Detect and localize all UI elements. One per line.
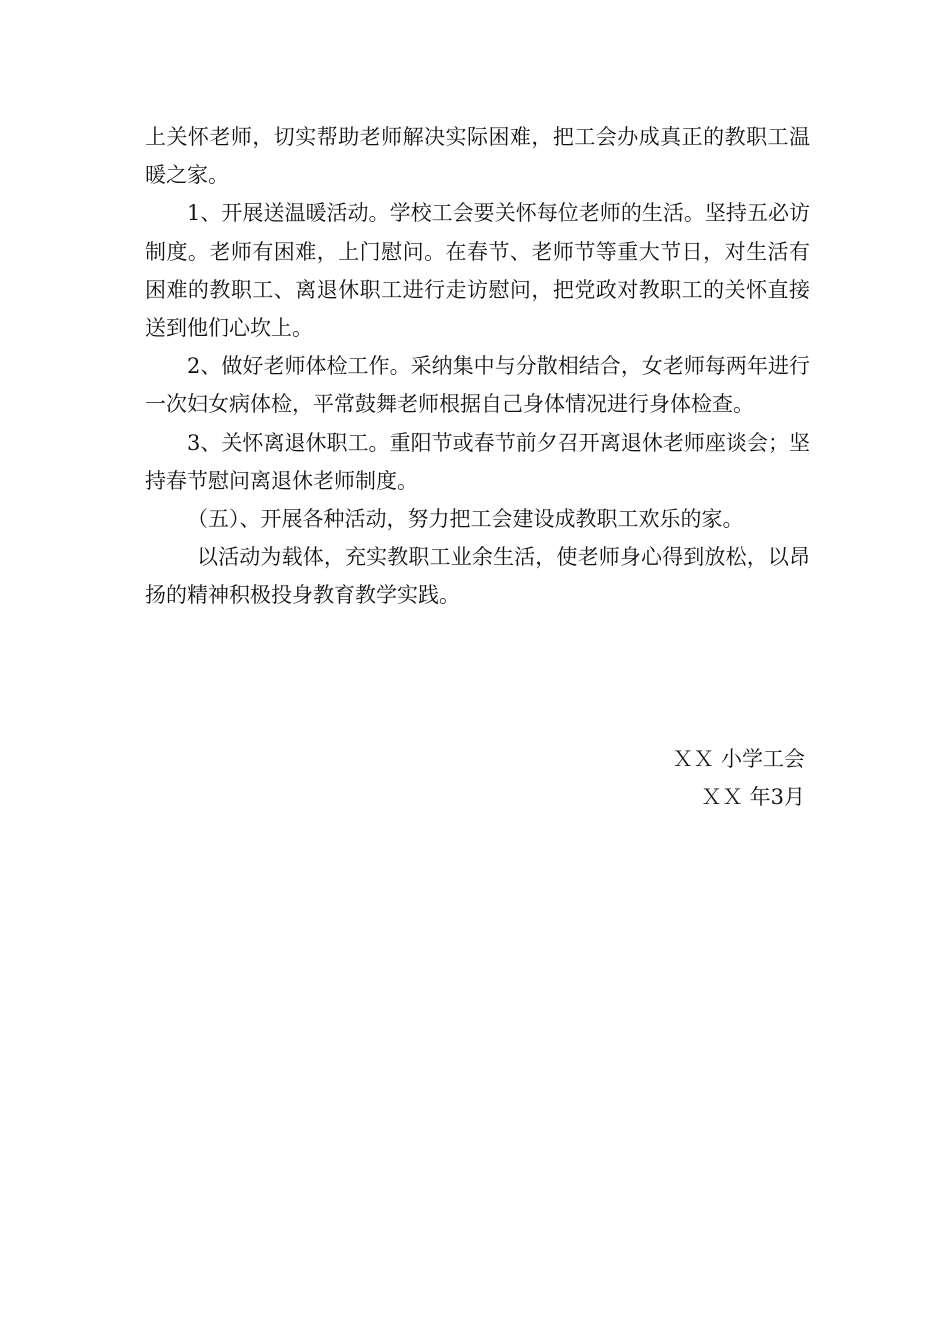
document-body (145, 118, 810, 615)
paragraph-activities: 以活动为载体，充实教职工业余生活，使老师身心得到放松，以昂扬的精神积极投身教育教学实践。 (145, 545, 810, 608)
section-heading-5: （五）、开展各种活动，努力把工会建设成教职工欢乐的家。 (187, 507, 744, 532)
signature-block (672, 740, 805, 816)
paragraph-item-1: 1、开展送温暖活动。学校工会要关怀每位老师的生活。坚持五必访制度。老师有困难，上门慰问。在春节、老师节等重大节日，对生活有困难的教职工、离退休职工进行走访慰问，把党政对教职工的关怀直接送到他们心坎上。 (145, 201, 810, 341)
paragraph-intro: 上关怀老师，切实帮助老师解决实际困难，把工会办成真正的教职工温暖之家。 (145, 125, 810, 188)
paragraph-item-3: 3、关怀离退休职工。重阳节或春节前夕召开离退休老师座谈会；坚持春节慰问离退休老师制度。 (145, 430, 810, 493)
signature-date: ＸＸ 年3月 (700, 785, 805, 809)
paragraph-item-2: 2、做好老师体检工作。采纳集中与分散相结合，女老师每两年进行一次妇女病体检，平常鼓舞老师根据自己身体情况进行身体检查。 (145, 354, 810, 417)
signature-organization: ＸＸ 小学工会 (672, 747, 805, 771)
